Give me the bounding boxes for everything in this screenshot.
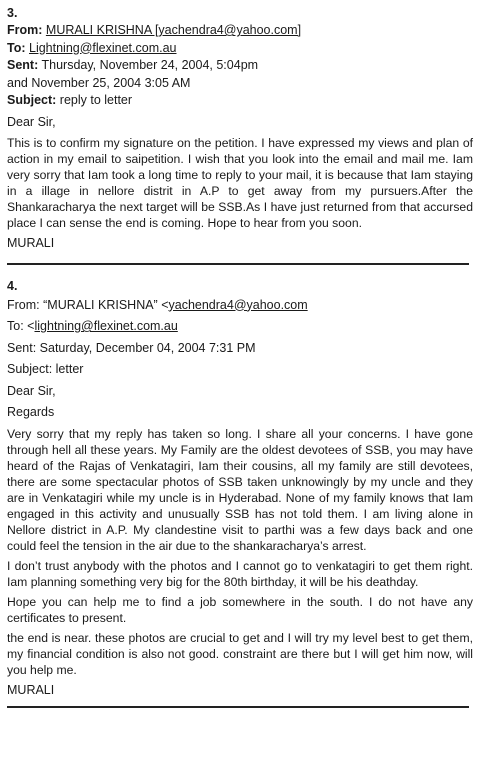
from-email-link[interactable]: yachendra4@yahoo.com — [168, 297, 308, 312]
subject-label: Subject: — [7, 93, 57, 107]
from-label: From: — [7, 23, 43, 37]
salutation: Dear Sir, — [7, 383, 56, 398]
paragraph: Very sorry that my reply has taken so long. I share all your concerns. I have gone through hell all these years. My Family are the oldest devotees of SSB, you may have heard of the Rajas of Venkatagiri, Iam their cousins, all my family are still devotees, there are some spectacular photos of SSB taken unknowingly by my uncle and they are in Venkatagiri while my uncle is in Hyderabad. None of my family knows that Iam engaged in this activity and unusually SSB has not told them. I am living alone in Nellore district in A.P. My clandestine visit to parthi was a few days back and one could feel the tension in the air due to the shankaracharya’s arrest. — [7, 426, 473, 553]
sent-line — [7, 340, 473, 358]
subject-label: Subject: — [7, 362, 53, 376]
from-label: From: — [7, 297, 40, 312]
subject-line — [7, 361, 473, 379]
paragraph: I don’t trust anybody with the photos and I cannot go to venkatagiri to get them right. Iam planning something very big for the 80th birthday, it will be his deathday. — [7, 558, 473, 589]
subject-value: reply to letter — [59, 93, 133, 107]
from-line — [7, 297, 473, 315]
signature: MURALI — [7, 236, 55, 250]
subject-value: letter — [55, 362, 84, 376]
salutation: Dear Sir, — [7, 114, 56, 129]
email-number: 4. — [7, 278, 18, 293]
from-line — [7, 22, 473, 40]
divider — [7, 706, 469, 708]
subject-line — [7, 92, 473, 110]
signature: MURALI — [7, 682, 55, 697]
to-line — [7, 40, 473, 58]
paragraph: the end is near. these photos are crucial to get and I will try my level best to get them, my financial condition is also not good. constraint are there but I will get him now, will you help me. — [7, 630, 473, 677]
sent-line — [7, 57, 473, 75]
to-line — [7, 318, 473, 336]
sent-label: Sent: — [7, 58, 39, 72]
document-page — [7, 6, 473, 708]
email-body: This is to confirm my signature on the petition. I have expressed my views and plan of action in my email to saipetition. I wish that you look into the email and mail me. Iam very sorry that Iam took a long time to reply to your mail, it is because that Iam staying in a illage in nellore distrit in A.P to get away from my pursuers.After the Shankaracharya the next target will be SSB.As I have just returned from that accursed place I can sense the end is coming. Hope to hear from you soon. — [7, 136, 473, 230]
regards: Regards — [7, 405, 55, 419]
to-label: To: — [7, 40, 26, 55]
from-value[interactable]: MURALI KRISHNA [yachendra4@yahoo.com] — [45, 23, 302, 37]
sent-line-2: and November 25, 2004 3:05 AM — [7, 75, 191, 90]
to-email-link[interactable]: lightning@flexinet.com.au — [34, 319, 178, 333]
sent-label: Sent: — [7, 340, 37, 355]
sent-value: Thursday, November 24, 2004, 5:04pm — [41, 58, 259, 72]
email-number: 3. — [7, 6, 18, 20]
to-label: To: — [7, 319, 24, 333]
paragraph: Hope you can help me to find a job somewhere in the south. I do not have any certificates to present. — [7, 594, 473, 625]
to-prefix: < — [27, 319, 35, 333]
sent-value: Saturday, December 04, 2004 7:31 PM — [39, 340, 256, 355]
to-value[interactable]: Lightning@flexinet.com.au — [29, 40, 177, 55]
from-name: “MURALI KRISHNA” < — [43, 297, 169, 312]
